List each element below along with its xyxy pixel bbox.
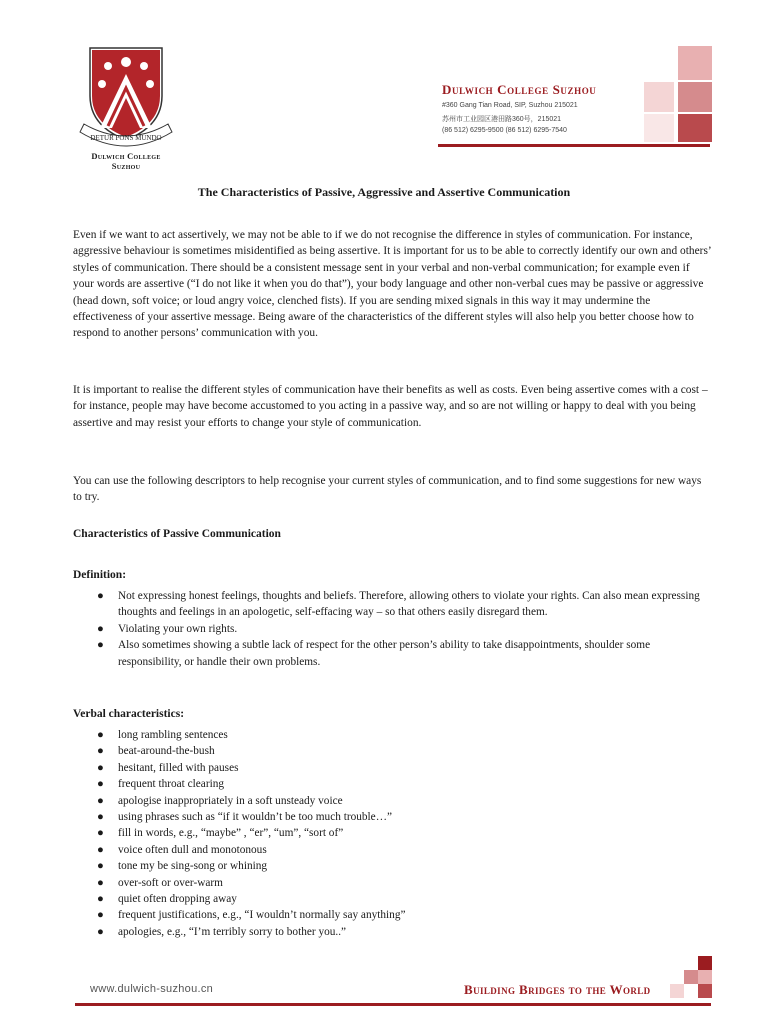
school-crest-logo: [78, 40, 174, 152]
paragraph-costs: It is important to realise the different styles of communication have their benefits as well as costs. Even being assertive comes with a cost – for instance, people may have become accustomed to you acting in a passive way, and so are not willing or happy to deal with you being assertive and may resist your efforts to change your style of communication.: [73, 384, 708, 429]
list-item: ● voice often dull and monotonous: [97, 843, 267, 856]
footer-decorative-squares: [668, 956, 712, 998]
header-school-name: Dulwich College Suzhou: [442, 82, 597, 97]
list-item: ● apologise inappropriately in a soft unsteady voice: [97, 794, 343, 807]
definition-list: [73, 588, 713, 670]
logo-school-name: Dulwich College Suzhou: [91, 151, 161, 171]
verbal-list: [73, 727, 713, 940]
list-item: ● fill in words, e.g., “maybe” , “er”, “um”, “sort of”: [97, 827, 344, 840]
list-item: ● frequent justifications, e.g., “I wouldn’t normally say anything”: [97, 909, 406, 922]
footer-tagline: Building Bridges to the World: [464, 982, 651, 997]
header-rule: [438, 144, 710, 147]
list-item: ● hesitant, filled with pauses: [97, 761, 239, 774]
list-item: ● over-soft or over-warm: [97, 876, 223, 889]
list-item: ● Violating your own rights.: [97, 622, 238, 635]
footer-website-link[interactable]: www.dulwich-suzhou.cn: [90, 983, 214, 995]
definition-heading: Definition:: [73, 569, 127, 581]
header-phones: (86 512) 6295-9500 (86 512) 6295-7540: [442, 127, 567, 134]
verbal-heading: Verbal characteristics:: [73, 708, 185, 720]
section-heading-passive: Characteristics of Passive Communication: [73, 528, 281, 540]
footer-rule: [75, 1003, 711, 1006]
list-item: ● Not expressing honest feelings, thoughts and beliefs. Therefore, allowing others to violate your rights. Can also mean expressing thoughts and feelings in an apologetic, self-effacing way – so that others easily disregard them.: [97, 590, 700, 619]
list-item: ● frequent throat clearing: [97, 778, 225, 791]
list-item: ● tone my be sing-song or whining: [97, 860, 268, 873]
crest-motto: DETUR PONS MUNDO: [90, 134, 162, 142]
list-item: ● apologies, e.g., “I’m terribly sorry to bother you..”: [97, 925, 347, 938]
header-address-cn: 苏州市工业园区港田路360号，215021: [442, 116, 562, 123]
paragraph-descriptors: You can use the following descriptors to help recognise your current styles of communication, and to find some suggestions for new ways to try.: [73, 475, 702, 504]
list-item: ● quiet often dropping away: [97, 893, 237, 906]
list-item: ● Also sometimes showing a subtle lack of respect for the other person’s ability to take disappointments, shoulder some responsibility, or handle their own problems.: [97, 639, 651, 668]
list-item: ● using phrases such as “if it wouldn’t be too much trouble…”: [97, 811, 393, 824]
list-item: ● long rambling sentences: [97, 729, 228, 741]
paragraph-intro: Even if we want to act assertively, we may not be able to if we do not recognise the difference in styles of communication. For instance, aggressive behaviour is sometimes misidentified as being assertive. It is important for us to be able to correctly identify our own and others’ styles of communication. There should be a consistent message sent in your verbal and non-verbal communication; for example even if your words are assertive (“I do not like it when you do that”), your body language and other non-verbal cues may be passive or aggressive (head down, soft voice; or loud angry voice, clenched fists). If you are sending mixed signals in this way it may undermine the effectiveness of your assertive message. Being aware of the characteristics of the different styles will also help you better choose how to respond to another persons’ communication with you.: [73, 229, 711, 340]
document-title: The Characteristics of Passive, Aggressive and Assertive Communication: [197, 185, 571, 199]
header-address-en: #360 Gang Tian Road, SIP, Suzhou 215021: [442, 102, 578, 109]
list-item: ● beat-around-the-bush: [97, 745, 215, 758]
